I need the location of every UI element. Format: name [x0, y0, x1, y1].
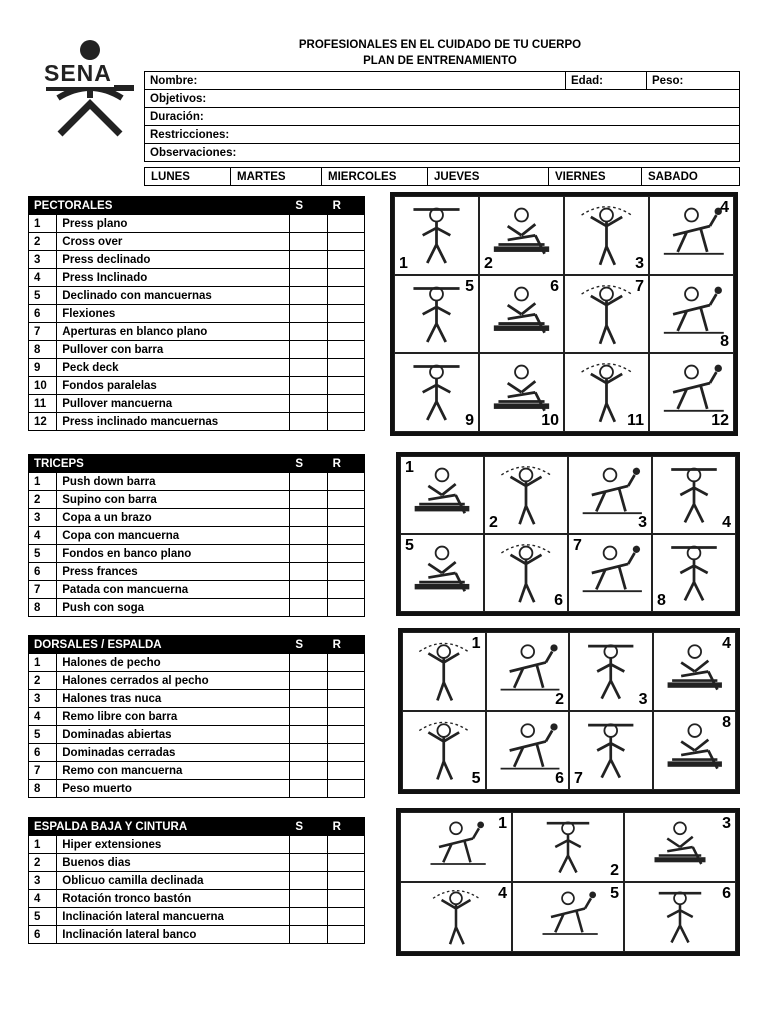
- sets-cell[interactable]: [290, 762, 327, 780]
- exercise-illustration: [479, 353, 564, 432]
- exercise-figure-icon: [513, 813, 623, 881]
- illustration-number: 4: [722, 635, 731, 652]
- reps-cell[interactable]: [327, 413, 364, 431]
- illustration-number: 5: [405, 537, 414, 554]
- exercise-illustration: [394, 353, 479, 432]
- exercise-illustration: [484, 534, 568, 612]
- table-row: [29, 323, 365, 341]
- day-sabado[interactable]: SABADO: [642, 168, 740, 186]
- sets-cell[interactable]: [290, 509, 327, 527]
- reps-cell[interactable]: [327, 908, 364, 926]
- col-s: S: [290, 455, 327, 473]
- exercise-name: Oblicuo camilla declinada: [57, 872, 290, 890]
- exercise-number: 4: [29, 269, 57, 287]
- reps-cell[interactable]: [327, 233, 364, 251]
- sets-cell[interactable]: [290, 395, 327, 413]
- exercise-name: Patada con mancuerna: [57, 581, 290, 599]
- col-r: R: [327, 197, 364, 215]
- table-row: [29, 708, 365, 726]
- exercise-illustration: [400, 882, 512, 952]
- exercise-number: 5: [29, 726, 57, 744]
- exercise-name: Press inclinado mancuernas: [57, 413, 290, 431]
- exercise-name: Dominadas abiertas: [57, 726, 290, 744]
- exercise-name: Press Inclinado: [57, 269, 290, 287]
- table-row: [29, 780, 365, 798]
- exercise-name: Remo con mancuerna: [57, 762, 290, 780]
- peso-field[interactable]: Peso:: [647, 72, 740, 90]
- exercise-illustration: [653, 632, 737, 711]
- exercise-number: 4: [29, 890, 57, 908]
- exercise-illustration: [479, 196, 564, 275]
- reps-cell[interactable]: [327, 836, 364, 854]
- exercise-name: Pullover con barra: [57, 341, 290, 359]
- sets-cell[interactable]: [290, 323, 327, 341]
- exercise-illustration: [568, 456, 652, 534]
- sets-cell[interactable]: [290, 341, 327, 359]
- exercise-illustration: [394, 196, 479, 275]
- illustration-number: 4: [498, 885, 507, 902]
- sets-cell[interactable]: [290, 287, 327, 305]
- illustration-number: 7: [573, 537, 582, 554]
- table-row: [29, 581, 365, 599]
- reps-cell[interactable]: [327, 395, 364, 413]
- exercise-illustration: [402, 632, 486, 711]
- section-title: ESPALDA BAJA Y CINTURA: [29, 818, 290, 836]
- exercise-name: Peck deck: [57, 359, 290, 377]
- sets-cell[interactable]: [290, 908, 327, 926]
- table-row: [29, 836, 365, 854]
- exercise-number: 8: [29, 599, 57, 617]
- exercise-illustration: [649, 196, 734, 275]
- exercise-number: 9: [29, 359, 57, 377]
- exercise-number: 1: [29, 473, 57, 491]
- day-jueves[interactable]: JUEVES: [428, 168, 549, 186]
- table-row: [29, 215, 365, 233]
- sets-cell[interactable]: [290, 854, 327, 872]
- page-title: PROFESIONALES EN EL CUIDADO DE TU CUERPO: [298, 39, 582, 51]
- exercise-number: 4: [29, 708, 57, 726]
- exercise-illustration: [486, 711, 570, 790]
- sets-cell[interactable]: [290, 872, 327, 890]
- exercise-number: 3: [29, 690, 57, 708]
- reps-cell[interactable]: [327, 744, 364, 762]
- reps-cell[interactable]: [327, 726, 364, 744]
- exercise-number: 6: [29, 563, 57, 581]
- exercise-name: Halones de pecho: [57, 654, 290, 672]
- exercise-illustration: [569, 711, 653, 790]
- illustration-number: 4: [720, 199, 729, 216]
- exercise-illustration: [649, 353, 734, 432]
- reps-cell[interactable]: [327, 762, 364, 780]
- sets-cell[interactable]: [290, 654, 327, 672]
- illustration-number: 3: [635, 254, 644, 272]
- exercise-name: Halones tras nuca: [57, 690, 290, 708]
- exercise-number: 5: [29, 545, 57, 563]
- sets-cell[interactable]: [290, 708, 327, 726]
- exercise-number: 6: [29, 744, 57, 762]
- reps-cell[interactable]: [327, 323, 364, 341]
- reps-cell[interactable]: [327, 287, 364, 305]
- reps-cell[interactable]: [327, 708, 364, 726]
- exercise-number: 7: [29, 762, 57, 780]
- exercise-name: Fondos paralelas: [57, 377, 290, 395]
- exercise-illustration-panel-3: [396, 808, 740, 956]
- reps-cell[interactable]: [327, 251, 364, 269]
- exercise-illustration: [402, 711, 486, 790]
- reps-cell[interactable]: [327, 599, 364, 617]
- table-row: [29, 341, 365, 359]
- sets-cell[interactable]: [290, 473, 327, 491]
- sets-cell[interactable]: [290, 215, 327, 233]
- reps-cell[interactable]: [327, 527, 364, 545]
- illustration-number: 5: [471, 770, 481, 787]
- exercise-name: Rotación tronco bastón: [57, 890, 290, 908]
- illustration-number: 1: [405, 459, 414, 476]
- illustration-number: 6: [722, 885, 731, 902]
- section-title: DORSALES / ESPALDA: [29, 636, 290, 654]
- sets-cell[interactable]: [290, 690, 327, 708]
- table-header: [29, 818, 365, 836]
- exercise-number: 1: [29, 836, 57, 854]
- table-header: [29, 636, 365, 654]
- table-row: [29, 599, 365, 617]
- exercise-table-2: [28, 635, 365, 798]
- table-row: [29, 395, 365, 413]
- exercise-number: 11: [29, 395, 57, 413]
- exercise-illustration: [564, 196, 649, 275]
- exercise-illustration: [649, 275, 734, 354]
- col-r: R: [327, 455, 364, 473]
- exercise-number: 7: [29, 323, 57, 341]
- exercise-illustration-panel-0: [390, 192, 738, 436]
- table-row: [29, 926, 365, 944]
- exercise-table-1: [28, 454, 365, 617]
- sets-cell[interactable]: [290, 233, 327, 251]
- table-row: [29, 545, 365, 563]
- sets-cell[interactable]: [290, 581, 327, 599]
- illustration-number: 3: [638, 514, 647, 531]
- exercise-illustration: [400, 456, 484, 534]
- table-row: [29, 854, 365, 872]
- reps-cell[interactable]: [327, 545, 364, 563]
- exercise-number: 2: [29, 491, 57, 509]
- illustration-number: 9: [465, 411, 474, 429]
- illustration-number: 7: [635, 277, 644, 295]
- illustration-number: 7: [574, 770, 583, 787]
- table-row: [29, 377, 365, 395]
- exercise-number: 2: [29, 233, 57, 251]
- exercise-illustration: [400, 812, 512, 882]
- exercise-number: 6: [29, 305, 57, 323]
- reps-cell[interactable]: [327, 563, 364, 581]
- exercise-number: 10: [29, 377, 57, 395]
- exercise-number: 3: [29, 872, 57, 890]
- illustration-number: 8: [722, 714, 731, 731]
- logo-text: SENA: [44, 60, 112, 86]
- exercise-table-0: [28, 196, 365, 431]
- reps-cell[interactable]: [327, 491, 364, 509]
- days-row: [144, 167, 740, 186]
- reps-cell[interactable]: [327, 509, 364, 527]
- illustration-number: 1: [399, 254, 408, 272]
- sets-cell[interactable]: [290, 599, 327, 617]
- reps-cell[interactable]: [327, 215, 364, 233]
- table-row: [29, 251, 365, 269]
- reps-cell[interactable]: [327, 672, 364, 690]
- exercise-name: Remo libre con barra: [57, 708, 290, 726]
- exercise-figure-icon: [625, 883, 735, 951]
- exercise-illustration: [568, 534, 652, 612]
- exercise-name: Peso muerto: [57, 780, 290, 798]
- illustration-number: 6: [555, 770, 564, 787]
- illustration-number: 6: [550, 277, 559, 295]
- exercise-number: 6: [29, 926, 57, 944]
- illustration-number: 3: [722, 815, 731, 832]
- exercise-illustration: [394, 275, 479, 354]
- table-row: [29, 726, 365, 744]
- edad-field[interactable]: Edad:: [566, 72, 647, 90]
- exercise-name: Supino con barra: [57, 491, 290, 509]
- sets-cell[interactable]: [290, 836, 327, 854]
- exercise-name: Push con soga: [57, 599, 290, 617]
- reps-cell[interactable]: [327, 690, 364, 708]
- exercise-name: Press frances: [57, 563, 290, 581]
- reps-cell[interactable]: [327, 473, 364, 491]
- reps-cell[interactable]: [327, 780, 364, 798]
- table-row: [29, 269, 365, 287]
- table-row: [29, 762, 365, 780]
- reps-cell[interactable]: [327, 926, 364, 944]
- exercise-illustration: [512, 812, 624, 882]
- table-row: [29, 359, 365, 377]
- illustration-number: 10: [541, 411, 559, 429]
- exercise-illustration-panel-1: [396, 452, 740, 616]
- table-row: [29, 509, 365, 527]
- exercise-name: Copa a un brazo: [57, 509, 290, 527]
- sets-cell[interactable]: [290, 744, 327, 762]
- illustration-number: 12: [711, 411, 729, 429]
- exercise-number: 5: [29, 908, 57, 926]
- col-r: R: [327, 818, 364, 836]
- exercise-name: Hiper extensiones: [57, 836, 290, 854]
- day-viernes[interactable]: VIERNES: [549, 168, 642, 186]
- exercise-figure-icon: [625, 813, 735, 881]
- sets-cell[interactable]: [290, 377, 327, 395]
- table-row: [29, 744, 365, 762]
- exercise-table-3: [28, 817, 365, 944]
- exercise-name: Dominadas cerradas: [57, 744, 290, 762]
- section-title: PECTORALES: [29, 197, 290, 215]
- illustration-number: 1: [498, 815, 507, 832]
- illustration-number: 11: [627, 411, 644, 429]
- nombre-field[interactable]: Nombre:: [145, 72, 566, 90]
- illustration-number: 3: [638, 691, 648, 708]
- observaciones-field[interactable]: Observaciones:: [145, 144, 740, 162]
- exercise-illustration: [564, 275, 649, 354]
- table-row: [29, 908, 365, 926]
- sets-cell[interactable]: [290, 359, 327, 377]
- exercise-number: 2: [29, 672, 57, 690]
- table-row: [29, 287, 365, 305]
- exercise-name: Inclinación lateral banco: [57, 926, 290, 944]
- table-row: [29, 413, 365, 431]
- col-s: S: [290, 636, 327, 654]
- table-row: [29, 305, 365, 323]
- illustration-number: 5: [465, 277, 474, 295]
- illustration-number: 1: [471, 635, 481, 652]
- exercise-illustration: [624, 882, 736, 952]
- exercise-illustration: [484, 456, 568, 534]
- reps-cell[interactable]: [327, 305, 364, 323]
- exercise-illustration: [486, 632, 570, 711]
- exercise-illustration: [564, 353, 649, 432]
- table-row: [29, 690, 365, 708]
- table-row: [29, 491, 365, 509]
- exercise-name: Inclinación lateral mancuerna: [57, 908, 290, 926]
- sets-cell[interactable]: [290, 269, 327, 287]
- exercise-number: 1: [29, 215, 57, 233]
- exercise-number: 12: [29, 413, 57, 431]
- col-s: S: [290, 197, 327, 215]
- exercise-number: 5: [29, 287, 57, 305]
- reps-cell[interactable]: [327, 890, 364, 908]
- illustration-number: 6: [554, 592, 563, 609]
- exercise-figure-icon: [401, 813, 511, 881]
- sets-cell[interactable]: [290, 545, 327, 563]
- exercise-name: Fondos en banco plano: [57, 545, 290, 563]
- section-title: TRICEPS: [29, 455, 290, 473]
- sets-cell[interactable]: [290, 780, 327, 798]
- exercise-illustration: [624, 812, 736, 882]
- sets-cell[interactable]: [290, 926, 327, 944]
- table-row: [29, 654, 365, 672]
- exercise-illustration: [652, 534, 736, 612]
- exercise-illustration: [512, 882, 624, 952]
- exercise-number: 8: [29, 780, 57, 798]
- exercise-number: 3: [29, 251, 57, 269]
- exercise-illustration: [653, 711, 737, 790]
- illustration-number: 8: [657, 592, 666, 609]
- exercise-name: Declinado con mancuernas: [57, 287, 290, 305]
- page-subtitle: PLAN DE ENTRENAMIENTO: [363, 55, 517, 67]
- exercise-name: Copa con mancuerna: [57, 527, 290, 545]
- table-row: [29, 563, 365, 581]
- duracion-field[interactable]: Duración:: [145, 108, 740, 126]
- reps-cell[interactable]: [327, 377, 364, 395]
- sets-cell[interactable]: [290, 563, 327, 581]
- reps-cell[interactable]: [327, 581, 364, 599]
- exercise-name: Buenos dias: [57, 854, 290, 872]
- illustration-number: 2: [555, 691, 564, 708]
- exercise-illustration: [479, 275, 564, 354]
- exercise-name: Aperturas en blanco plano: [57, 323, 290, 341]
- exercise-number: 4: [29, 527, 57, 545]
- sets-cell[interactable]: [290, 890, 327, 908]
- exercise-illustration: [400, 534, 484, 612]
- sets-cell[interactable]: [290, 491, 327, 509]
- reps-cell[interactable]: [327, 359, 364, 377]
- day-martes[interactable]: MARTES: [231, 168, 322, 186]
- illustration-number: 2: [610, 862, 619, 879]
- illustration-number: 5: [610, 885, 619, 902]
- reps-cell[interactable]: [327, 854, 364, 872]
- reps-cell[interactable]: [327, 341, 364, 359]
- exercise-name: Flexiones: [57, 305, 290, 323]
- exercise-figure-icon: [513, 883, 623, 951]
- col-s: S: [290, 818, 327, 836]
- sets-cell[interactable]: [290, 672, 327, 690]
- exercise-number: 1: [29, 654, 57, 672]
- objetivos-field[interactable]: Objetivos:: [145, 90, 740, 108]
- reps-cell[interactable]: [327, 872, 364, 890]
- exercise-number: 7: [29, 581, 57, 599]
- col-r: R: [327, 636, 364, 654]
- table-header: [29, 197, 365, 215]
- sena-logo: [38, 38, 142, 142]
- exercise-name: Push down barra: [57, 473, 290, 491]
- day-lunes[interactable]: LUNES: [145, 168, 231, 186]
- exercise-name: Press declinado: [57, 251, 290, 269]
- exercise-number: 3: [29, 509, 57, 527]
- illustration-number: 2: [484, 254, 493, 272]
- sets-cell[interactable]: [290, 305, 327, 323]
- table-row: [29, 872, 365, 890]
- restricciones-field[interactable]: Restricciones:: [145, 126, 740, 144]
- exercise-name: Halones cerrados al pecho: [57, 672, 290, 690]
- table-row: [29, 890, 365, 908]
- table-row: [29, 473, 365, 491]
- exercise-name: Press plano: [57, 215, 290, 233]
- sets-cell[interactable]: [290, 527, 327, 545]
- exercise-figure-icon: [401, 883, 511, 951]
- exercise-illustration: [569, 632, 653, 711]
- sets-cell[interactable]: [290, 251, 327, 269]
- table-row: [29, 672, 365, 690]
- day-miercoles[interactable]: MIERCOLES: [322, 168, 428, 186]
- exercise-illustration-panel-2: [398, 628, 740, 794]
- exercise-illustration: [652, 456, 736, 534]
- info-form: [144, 71, 740, 162]
- exercise-number: 2: [29, 854, 57, 872]
- exercise-name: Pullover mancuerna: [57, 395, 290, 413]
- table-header: [29, 455, 365, 473]
- exercise-number: 8: [29, 341, 57, 359]
- table-row: [29, 233, 365, 251]
- reps-cell[interactable]: [327, 654, 364, 672]
- sets-cell[interactable]: [290, 413, 327, 431]
- exercise-name: Cross over: [57, 233, 290, 251]
- illustration-number: 8: [720, 333, 729, 351]
- table-row: [29, 527, 365, 545]
- reps-cell[interactable]: [327, 269, 364, 287]
- illustration-number: 4: [722, 514, 731, 531]
- illustration-number: 2: [489, 514, 498, 531]
- sets-cell[interactable]: [290, 726, 327, 744]
